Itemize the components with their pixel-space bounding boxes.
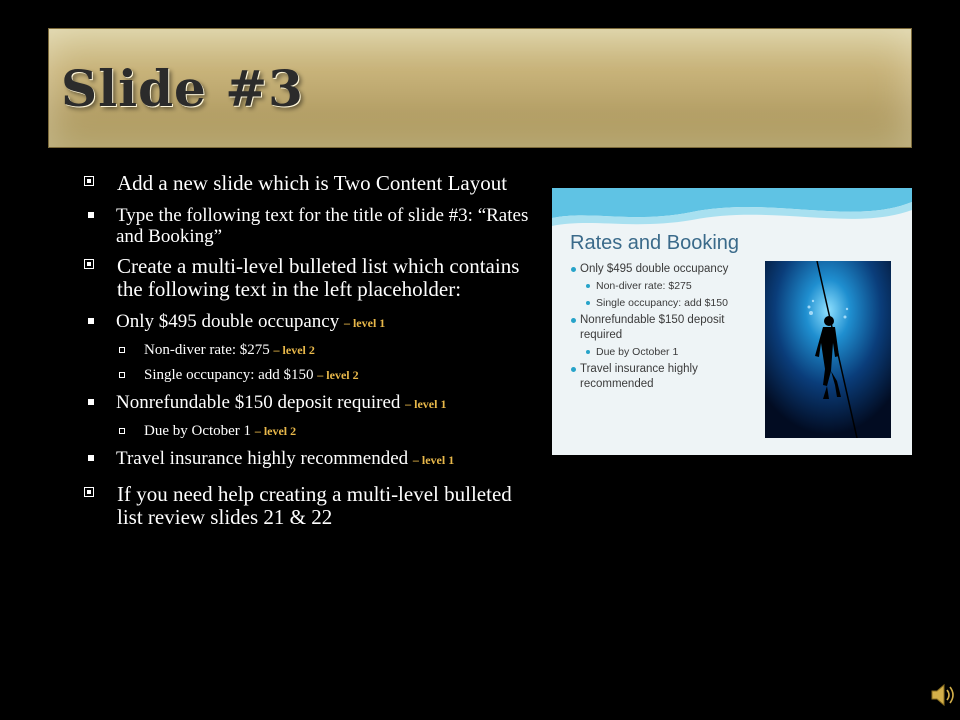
filled-square-bullet-icon <box>88 212 94 218</box>
instruction-text: Type the following text for the title of slide #3: “Rates and Booking” <box>116 205 529 247</box>
preview-item-text: Due by October 1 <box>596 346 679 358</box>
instruction-text: If you need help creating a multi-level bulleted list review slides 21 & 22 <box>117 482 512 529</box>
square-bullet-icon <box>84 487 94 497</box>
preview-item-text: Only $495 double occupancy <box>580 263 729 275</box>
speaker-icon[interactable] <box>928 680 958 710</box>
instruction-item <box>51 311 536 334</box>
preview-item <box>570 362 766 392</box>
bullet-dot-icon <box>571 318 576 323</box>
bullet-dot-icon <box>586 301 590 305</box>
level-tag: – level 2 <box>273 343 315 357</box>
level-tag: – level 1 <box>412 453 455 467</box>
preview-item <box>570 345 766 360</box>
instruction-text: Nonrefundable $150 deposit required <box>116 392 401 413</box>
instruction-item <box>84 172 536 195</box>
instruction-item <box>51 448 536 471</box>
preview-list <box>570 262 766 394</box>
scuba-diver-icon <box>765 261 891 438</box>
bullet-dot-icon <box>571 267 576 272</box>
bullet-dot-icon <box>586 350 590 354</box>
level-tag: – level 2 <box>254 424 297 438</box>
instruction-text: Add a new slide which is Two Content Layout <box>117 171 508 195</box>
preview-item-text: Non-diver rate: $275 <box>596 280 692 292</box>
bullet-dot-icon <box>586 284 590 288</box>
instruction-text: Only $495 double occupancy <box>116 311 340 332</box>
slide-title: Slide #3 <box>61 59 304 118</box>
filled-square-bullet-icon <box>88 399 94 405</box>
instruction-text: Travel insurance highly recommended <box>116 448 409 469</box>
instruction-item <box>84 483 536 529</box>
preview-item-text: Nonrefundable $150 deposit required <box>580 314 725 341</box>
hollow-square-bullet-icon <box>119 428 125 434</box>
hollow-square-bullet-icon <box>119 347 125 353</box>
preview-title: Rates and Booking <box>570 232 740 254</box>
instruction-text: Non-diver rate: $275 <box>144 342 270 358</box>
instruction-item <box>84 255 536 301</box>
instruction-item <box>51 367 536 384</box>
bullet-dot-icon <box>571 367 576 372</box>
instruction-item <box>51 342 536 359</box>
instruction-text: Single occupancy: add $150 <box>144 367 314 383</box>
instruction-list <box>84 172 536 539</box>
preview-item <box>570 279 766 294</box>
title-bar <box>48 28 912 148</box>
filled-square-bullet-icon <box>88 318 94 324</box>
level-tag: – level 2 <box>317 368 359 382</box>
square-bullet-icon <box>84 176 94 186</box>
instruction-item <box>51 423 536 440</box>
level-tag: – level 1 <box>343 316 386 330</box>
instruction-item <box>51 205 536 247</box>
instruction-text: Create a multi-level bulleted list which contains the following text in the left placeholder: <box>117 254 520 301</box>
square-bullet-icon <box>84 259 94 269</box>
preview-item <box>570 262 766 277</box>
preview-item-text: Single occupancy: add $150 <box>596 297 728 309</box>
hollow-square-bullet-icon <box>119 372 125 378</box>
instruction-text: Due by October 1 <box>144 423 252 439</box>
preview-item-text: Travel insurance highly recommended <box>580 363 698 390</box>
preview-item <box>570 313 766 343</box>
wave-decoration <box>552 188 912 236</box>
filled-square-bullet-icon <box>88 455 94 461</box>
slide-preview <box>552 188 912 455</box>
instruction-item <box>51 392 536 415</box>
level-tag: – level 1 <box>405 397 447 411</box>
preview-item <box>570 296 766 311</box>
